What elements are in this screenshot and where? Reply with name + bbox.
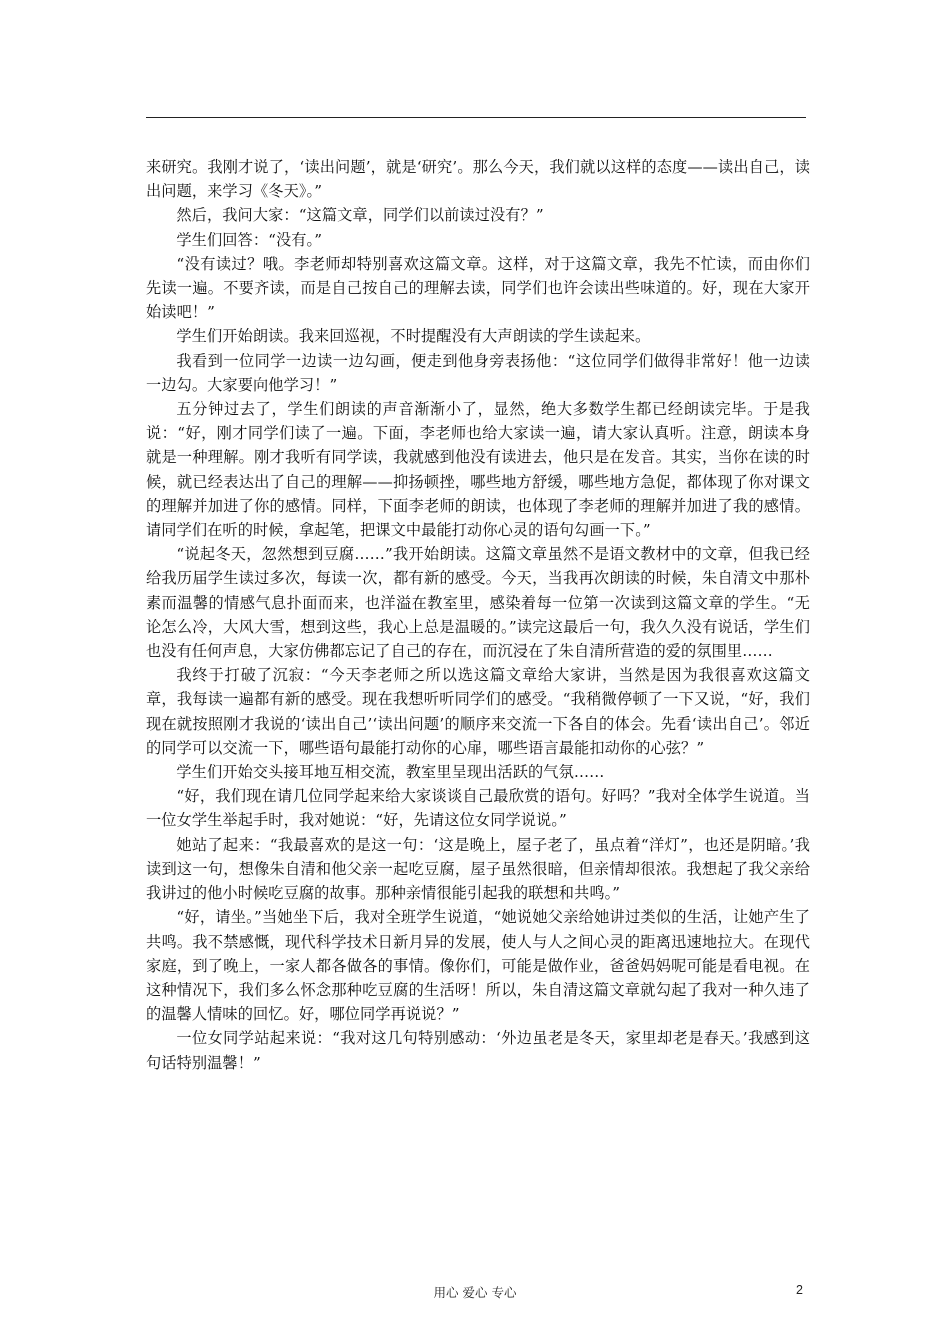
paragraph: 一位女同学站起来说：“我对这几句特别感动：‘外边虽老是冬天，家里却老是春天。’我感到这句话特别温馨！” <box>146 1029 810 1072</box>
document-body <box>146 155 810 1075</box>
header-rule <box>146 117 806 118</box>
paragraph: “没有读过？哦。李老师却特别喜欢这篇文章。这样，对于这篇文章，我先不忙读，而由你们先读一遍。不要齐读，而是自己按自己的理解去读，同学们也许会读出些味道的。好，现在大家开始读吧！” <box>146 254 810 322</box>
paragraph: 然后，我问大家：“这篇文章，同学们以前读过没有？” <box>176 206 544 225</box>
paragraph: “好，请坐。”当她坐下后，我对全班学生说道，“她说她父亲给她讲过类似的生活，让她产生了共鸣。我不禁感慨，现代科学技术日新月异的发展，使人与人之间心灵的距离迅速地拉大。在现代家庭，到了晚上，一家人都各做各的事情。像你们，可能是做作业，爸爸妈妈呢可能是看电视。在这种情况下，我们多么怀念那种吃豆腐的生活呀！所以，朱自清这篇文章就勾起了我对一种久违了的温馨人情味的回忆。好，哪位同学再说说？” <box>146 908 810 1024</box>
paragraph: “好，我们现在请几位同学起来给大家谈谈自己最欣赏的语句。好吗？”我对全体学生说道。当一位女学生举起手时，我对她说：“好，先请这位女同学说说。” <box>146 787 810 830</box>
paragraph: 学生们开始交头接耳地互相交流，教室里呈现出活跃的气氛…… <box>176 763 605 782</box>
paragraph: 我终于打破了沉寂：“今天李老师之所以选这篇文章给大家讲，当然是因为我很喜欢这篇文章，我每读一遍都有新的感受。现在我想听听同学们的感受。“我稍微停顿了一下又说，“好，我们现在就按照刚才我说的‘读出自己’‘读出问题’的顺序来交流一下各自的体会。先看‘读出自己’。邻近的同学可以交流一下，哪些语句最能打动你的心扉，哪些语言最能扣动你的心弦？” <box>146 666 810 757</box>
paragraph: “说起冬天，忽然想到豆腐……”我开始朗读。这篇文章虽然不是语文教材中的文章，但我已经给我历届学生读过多次，每读一次，都有新的感受。今天，当我再次朗读的时候，朱自清文中那朴素而温馨的情感气息扑面而来，也洋溢在教室里，感染着每一位第一次读到这篇文章的学生。“无论怎么冷，大风大雪，想到这些，我心上总是温暖的。”读完这最后一句，我久久没有说话，学生们也没有任何声息，大家仿佛都忘记了自己的存在，而沉浸在了朱自清所营造的爱的氛围里…… <box>146 545 810 661</box>
paragraph: 学生们开始朗读。我来回巡视，不时提醒没有大声朗读的学生读起来。 <box>176 327 651 346</box>
paragraph: 学生们回答：“没有。” <box>176 230 323 249</box>
footer-slogan: 用心 爱心 专心 <box>433 1285 517 1300</box>
paragraph: 她站了起来：“我最喜欢的是这一句：‘这是晚上，屋子老了，虽点着“洋灯”，也还是阴暗。’我读到这一句，想像朱自清和他父亲一起吃豆腐，屋子虽然很暗，但亲情却很浓。我想起了我父亲给我讲过的他小时候吃豆腐的故事。那种亲情很能引起我的联想和共鸣。” <box>146 835 810 903</box>
paragraph: 我看到一位同学一边读一边勾画，便走到他身旁表扬他：“这位同学们做得非常好！他一边读一边勾。大家要向他学习！” <box>146 351 810 394</box>
page-number: 2 <box>796 1283 803 1297</box>
paragraph: 来研究。我刚才说了，‘读出问题’，就是‘研究’。那么今天，我们就以这样的态度——读出自己，读出问题，来学习《冬天》。” <box>146 158 810 201</box>
paragraph: 五分钟过去了，学生们朗读的声音渐渐小了，显然，绝大多数学生都已经朗读完毕。于是我说：“好，刚才同学们读了一遍。下面，李老师也给大家读一遍，请大家认真听。注意，朗读本身就是一种理解。刚才我听有同学读，我就感到他没有读进去，他只是在发音。其实，当你在读的时候，就已经表达出了自己的理解——抑扬顿挫，哪些地方舒缓，哪些地方急促，都体现了你对课文的理解并加进了你的感情。同样，下面李老师的朗读，也体现了李老师的理解并加进了我的感情。请同学们在听的时候，拿起笔，把课文中最能打动你心灵的语句勾画一下。” <box>146 400 810 540</box>
